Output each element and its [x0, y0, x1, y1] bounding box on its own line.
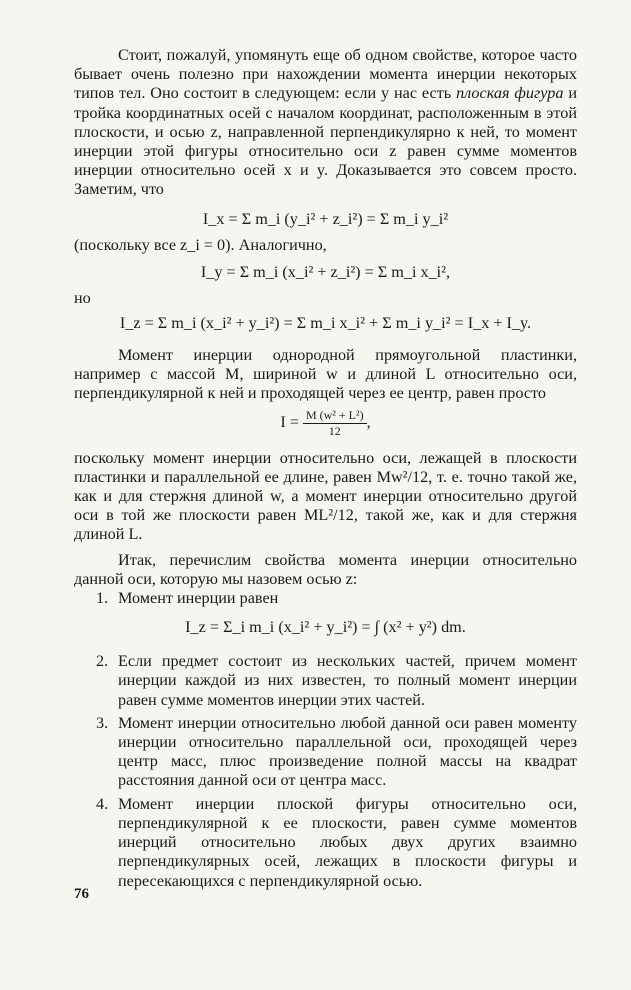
text-but-content: но	[74, 288, 91, 307]
list-item-number: 1.	[96, 589, 109, 608]
equation-plate-lhs: I =	[280, 412, 299, 431]
list-item-number: 4.	[96, 794, 109, 813]
text-since	[74, 236, 577, 255]
text-since-content: (поскольку все z_i = 0). Аналогично,	[74, 235, 327, 254]
equation-iz	[74, 312, 577, 334]
list-item-number: 2.	[96, 652, 109, 671]
paragraph-since-plate	[74, 449, 577, 545]
list-item-text: Момент инерции равен	[118, 589, 279, 608]
list-item-text: Если предмет состоит из нескольких частей, причем момент инерции каждой из них известен, то полный момент инерции равен сумме моментов инерции этих частей.	[118, 652, 577, 709]
equation-plate-fraction	[303, 408, 367, 439]
list-item	[74, 652, 577, 710]
list-item	[74, 589, 577, 638]
text-column	[74, 46, 577, 891]
equation-iz-text: I_z = Σ m_i (x_i² + y_i²) = Σ m_i x_i² + Σ m_i y_i² = I_x + I_y.	[119, 314, 532, 333]
equation-ix	[74, 208, 577, 230]
equation-plate	[74, 408, 577, 439]
equation-iy-text: I_y = Σ m_i (x_i² + z_i²) = Σ m_i x_i²,	[200, 262, 451, 281]
fraction-numerator: M (w² + L²)	[303, 408, 367, 424]
paragraph-summary	[74, 551, 577, 589]
text-but	[74, 289, 577, 308]
list-item	[74, 795, 577, 891]
paragraph-plate	[74, 346, 577, 404]
italic-term: плоская фигура	[456, 84, 564, 103]
paragraph-intro-text: Стоит, пожалуй, упомянуть еще об одном свойстве, которое часто бывает очень полезно при нахождении момента инерции некоторых типов тел. Оно состоит в следующем: если у нас есть	[74, 46, 577, 103]
paragraph-intro-rest: и тройка координатных осей с началом координат, расположенным в этой плоскости, и осью z, направленной перпендикулярно к ней, то момент инерции этой фигуры относительно оси z равен сумме моментов инерции относительно осей x и y. Доказывается это совсем просто. Заметим, что	[74, 84, 578, 199]
paragraph-since-plate-text: поскольку момент инерции относительно оси, лежащей в плоскости пластинки и параллельной ее длине, равен Mw²/12, т. е. точно такой же, как и для стержня длиной w, а момент инерции относительно другой оси в той же плоскости равен ML²/12, такой же, как и для стержня длиной L.	[74, 448, 577, 544]
list-item	[74, 714, 577, 791]
paragraph-intro	[74, 46, 577, 200]
properties-list	[74, 589, 577, 891]
equation-item1	[74, 616, 577, 638]
equation-plate-tail: ,	[366, 412, 371, 431]
paragraph-summary-text: Итак, перечислим свойства момента инерции относительно данной оси, которую мы назовем осью z:	[74, 550, 577, 588]
list-item-text: Момент инерции плоской фигуры относительно оси, перпендикулярной к ее плоскости, равен сумме моментов инерций относительно любых двух других взаимно перпендикулярных осей, лежащих в плоскости фигуры и пересекающихся с перпендикулярной осью.	[118, 794, 577, 890]
equation-ix-text: I_x = Σ m_i (y_i² + z_i²) = Σ m_i y_i²	[202, 209, 449, 228]
equation-iy	[74, 261, 577, 283]
list-item-number: 3.	[96, 713, 109, 732]
equation-item1-text: I_z = Σ_i m_i (x_i² + y_i²) = ∫ (x² + y²) dm.	[185, 618, 466, 637]
paragraph-plate-text: Момент инерции однородной прямоугольной пластинки, например с массой M, шириной w и длиной L относительно оси, перпендикулярной к ней и проходящей через ее центр, равен просто	[74, 346, 577, 403]
page-number: 76	[74, 886, 89, 902]
fraction-denominator: 12	[328, 423, 341, 438]
list-item-text: Момент инерции относительно любой данной оси равен моменту инерции относительно параллельной оси, проходящей через центр масс, плюс произведение полной массы на квадрат расстояния данной оси от центра масс.	[118, 713, 577, 790]
